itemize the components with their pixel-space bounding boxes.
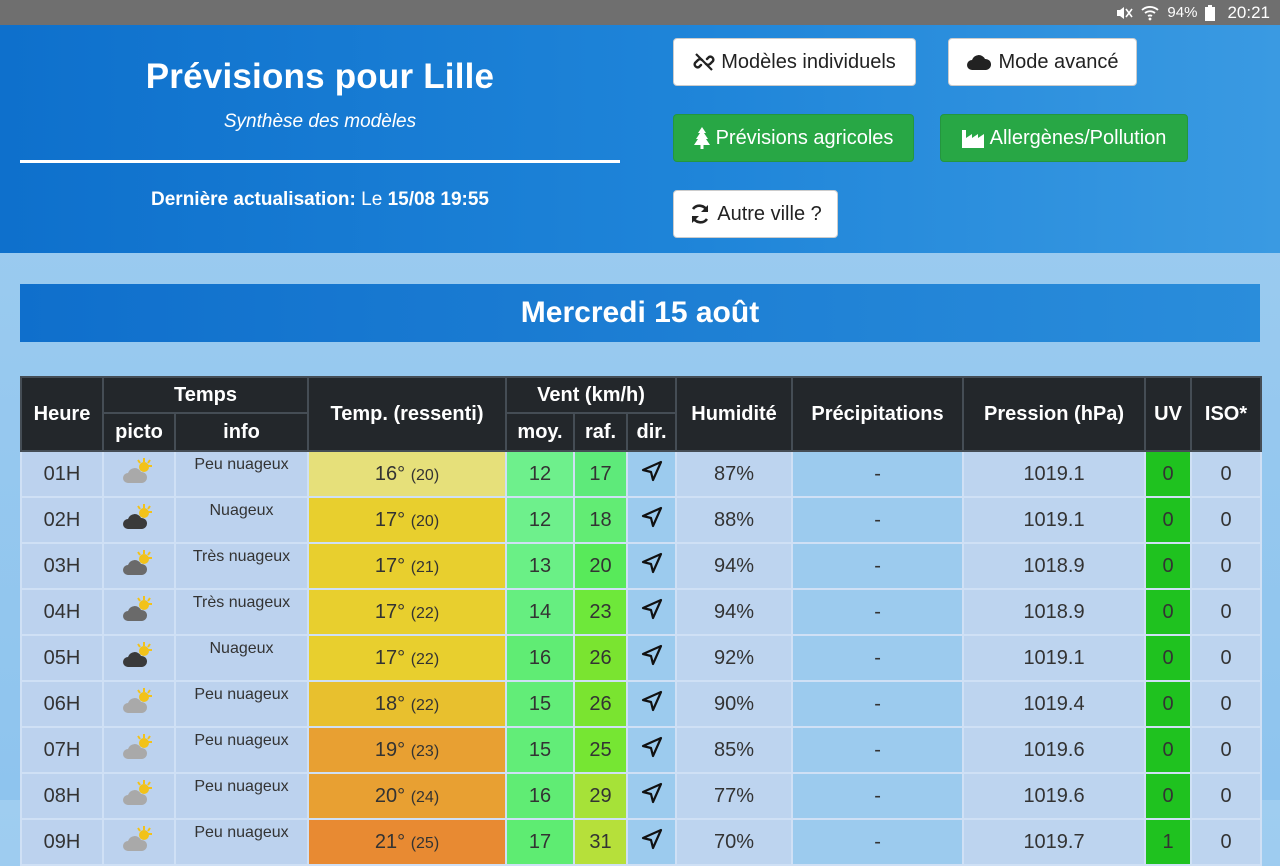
pressure-cell: 1019.6 [963,773,1145,819]
wind-avg-cell: 12 [506,451,574,497]
feel-value: (22) [410,696,440,714]
sun-cloud-light-icon [122,456,156,492]
humidity-cell: 94% [676,543,792,589]
col-info: info [175,413,308,451]
wind-avg-cell: 17 [506,819,574,865]
feel-value: (22) [410,604,440,622]
wind-direction-arrow-icon [641,787,663,809]
temp-value: 20° [374,784,406,807]
info-cell: Peu nuageux [175,819,308,865]
col-uv: UV [1145,377,1191,451]
col-hour: Heure [21,377,103,451]
uv-cell: 0 [1145,451,1191,497]
iso-cell: 0 [1191,773,1261,819]
hour-cell: 04H [21,589,103,635]
info-cell: Peu nuageux [175,727,308,773]
divider [20,160,620,163]
precip-cell: - [792,819,963,865]
status-bar [0,0,1280,25]
pressure-cell: 1018.9 [963,543,1145,589]
wind-gust-cell: 26 [574,635,627,681]
battery-percent: 94% [1167,4,1198,21]
factory-icon [962,128,984,148]
col-pressure: Pression (hPa) [963,377,1145,451]
pressure-cell: 1019.1 [963,635,1145,681]
temp-cell [308,451,506,497]
wind-gust-cell: 25 [574,727,627,773]
wind-direction-arrow-icon [641,649,663,671]
table-row [21,589,1261,635]
info-cell: Peu nuageux [175,451,308,497]
iso-cell: 0 [1191,451,1261,497]
precip-cell: - [792,681,963,727]
wind-direction-arrow-icon [641,557,663,579]
col-wind-dir: dir. [627,413,676,451]
humidity-cell: 92% [676,635,792,681]
uv-cell: 0 [1145,681,1191,727]
feel-value: (20) [410,466,440,484]
info-cell: Nuageux [175,497,308,543]
advanced-mode-label: Mode avancé [998,50,1119,73]
precip-cell: - [792,773,963,819]
iso-cell: 0 [1191,727,1261,773]
temp-value: 19° [374,738,406,761]
sun-cloud-light-icon [122,824,156,860]
wind-gust-cell: 23 [574,589,627,635]
table-header [21,377,1261,451]
wind-direction-arrow-icon [641,833,663,855]
forecast-table [20,376,1262,866]
uv-cell: 0 [1145,727,1191,773]
iso-cell: 0 [1191,497,1261,543]
temp-cell [308,635,506,681]
iso-cell: 0 [1191,819,1261,865]
other-city-label: Autre ville ? [717,202,822,225]
picto-cell [103,589,175,635]
col-temp: Temp. (ressenti) [308,377,506,451]
wind-avg-cell: 12 [506,497,574,543]
wind-gust-cell: 20 [574,543,627,589]
page-subtitle: Synthèse des modèles [223,111,417,132]
wind-avg-cell: 13 [506,543,574,589]
table-row [21,819,1261,865]
wind-direction-arrow-icon [641,465,663,487]
sun-cloud-mid-icon [122,548,156,584]
other-city-button[interactable] [673,190,838,238]
individual-models-button[interactable] [673,38,916,86]
table-row [21,727,1261,773]
wind-direction-arrow-icon [641,695,663,717]
col-precip: Précipitations [792,377,963,451]
clock: 20:21 [1227,2,1270,22]
refresh-icon [689,203,711,225]
temp-cell [308,819,506,865]
wind-direction-arrow-icon [641,741,663,763]
wind-dir-cell [627,543,676,589]
temp-value: 17° [374,554,406,577]
feel-value: (20) [410,512,440,530]
pressure-cell: 1019.6 [963,727,1145,773]
table-body [21,451,1261,865]
feel-value: (22) [410,650,440,668]
hour-cell: 08H [21,773,103,819]
uv-cell: 0 [1145,543,1191,589]
agri-forecast-button[interactable] [673,114,914,162]
humidity-cell: 85% [676,727,792,773]
allergens-pollution-label: Allergènes/Pollution [989,126,1167,149]
iso-cell: 0 [1191,589,1261,635]
sun-cloud-light-icon [122,686,156,722]
hour-cell: 01H [21,451,103,497]
wind-dir-cell [627,635,676,681]
temp-cell [308,543,506,589]
picto-cell [103,635,175,681]
feel-value: (23) [410,742,440,760]
table-row [21,451,1261,497]
sun-cloud-dark-icon [122,502,156,538]
last-update [20,189,620,211]
col-picto: picto [103,413,175,451]
picto-cell [103,681,175,727]
temp-value: 16° [374,462,406,485]
uv-cell: 0 [1145,635,1191,681]
humidity-cell: 70% [676,819,792,865]
mute-icon [1115,5,1133,21]
wind-dir-cell [627,451,676,497]
uv-cell: 0 [1145,497,1191,543]
wind-avg-cell: 15 [506,727,574,773]
wind-dir-cell [627,589,676,635]
wind-gust-cell: 26 [574,681,627,727]
temp-value: 18° [374,692,406,715]
last-update-prefix: Le [361,189,383,210]
hour-cell: 05H [21,635,103,681]
precip-cell: - [792,497,963,543]
uv-cell: 0 [1145,589,1191,635]
sun-cloud-mid-icon [122,594,156,630]
wind-direction-arrow-icon [641,511,663,533]
hour-cell: 09H [21,819,103,865]
wind-dir-cell [627,727,676,773]
picto-cell [103,451,175,497]
last-update-label: Dernière actualisation: [151,189,356,210]
advanced-mode-button[interactable] [948,38,1137,86]
picto-cell [103,543,175,589]
iso-cell: 0 [1191,635,1261,681]
pressure-cell: 1019.1 [963,497,1145,543]
wind-dir-cell [627,773,676,819]
wind-gust-cell: 18 [574,497,627,543]
battery-icon [1205,5,1215,21]
col-wind-avg: moy. [506,413,574,451]
allergens-pollution-button[interactable] [940,114,1188,162]
wind-gust-cell: 17 [574,451,627,497]
wind-direction-arrow-icon [641,603,663,625]
pressure-cell: 1018.9 [963,589,1145,635]
table-row [21,497,1261,543]
info-cell: Très nuageux [175,543,308,589]
unlink-icon [693,51,715,73]
temp-value: 21° [374,830,406,853]
picto-cell [103,727,175,773]
sun-cloud-light-icon [122,732,156,768]
pressure-cell: 1019.4 [963,681,1145,727]
wind-avg-cell: 15 [506,681,574,727]
last-update-value: 15/08 19:55 [387,189,489,210]
humidity-cell: 88% [676,497,792,543]
col-wind-gust: raf. [574,413,627,451]
wind-dir-cell [627,819,676,865]
precip-cell: - [792,589,963,635]
humidity-cell: 94% [676,589,792,635]
hour-cell: 02H [21,497,103,543]
col-wind: Vent (km/h) [506,377,676,413]
picto-cell [103,773,175,819]
wind-avg-cell: 16 [506,635,574,681]
temp-cell [308,589,506,635]
info-cell: Nuageux [175,635,308,681]
uv-cell: 0 [1145,773,1191,819]
wind-avg-cell: 16 [506,773,574,819]
info-cell: Peu nuageux [175,773,308,819]
temp-value: 17° [374,508,406,531]
tree-icon [694,127,710,149]
table-row [21,635,1261,681]
page-title: Prévisions pour Lille [145,57,495,96]
wind-gust-cell: 31 [574,819,627,865]
iso-cell: 0 [1191,681,1261,727]
agri-forecast-label: Prévisions agricoles [715,126,894,149]
cloud-icon [966,52,992,72]
col-weather: Temps [103,377,308,413]
wind-dir-cell [627,497,676,543]
temp-cell [308,773,506,819]
wind-gust-cell: 29 [574,773,627,819]
hour-cell: 03H [21,543,103,589]
pressure-cell: 1019.7 [963,819,1145,865]
sun-cloud-dark-icon [122,640,156,676]
feel-value: (21) [410,558,440,576]
precip-cell: - [792,543,963,589]
individual-models-label: Modèles individuels [721,50,896,73]
humidity-cell: 77% [676,773,792,819]
col-iso: ISO* [1191,377,1261,451]
sun-cloud-light-icon [122,778,156,814]
title-block [20,25,620,210]
temp-cell [308,497,506,543]
table-row [21,681,1261,727]
pressure-cell: 1019.1 [963,451,1145,497]
temp-cell [308,727,506,773]
picto-cell [103,497,175,543]
temp-value: 17° [374,646,406,669]
iso-cell: 0 [1191,543,1261,589]
humidity-cell: 90% [676,681,792,727]
picto-cell [103,819,175,865]
info-cell: Très nuageux [175,589,308,635]
wind-avg-cell: 14 [506,589,574,635]
precip-cell: - [792,451,963,497]
header [0,25,1280,253]
temp-value: 17° [374,600,406,623]
hour-cell: 06H [21,681,103,727]
col-humidity: Humidité [676,377,792,451]
day-title: Mercredi 15 août [20,284,1260,342]
feel-value: (24) [410,788,440,806]
table-row [21,773,1261,819]
table-row [21,543,1261,589]
wifi-icon [1141,5,1159,21]
hour-cell: 07H [21,727,103,773]
feel-value: (25) [410,834,440,852]
uv-cell: 1 [1145,819,1191,865]
wind-dir-cell [627,681,676,727]
info-cell: Peu nuageux [175,681,308,727]
humidity-cell: 87% [676,451,792,497]
temp-cell [308,681,506,727]
precip-cell: - [792,727,963,773]
precip-cell: - [792,635,963,681]
